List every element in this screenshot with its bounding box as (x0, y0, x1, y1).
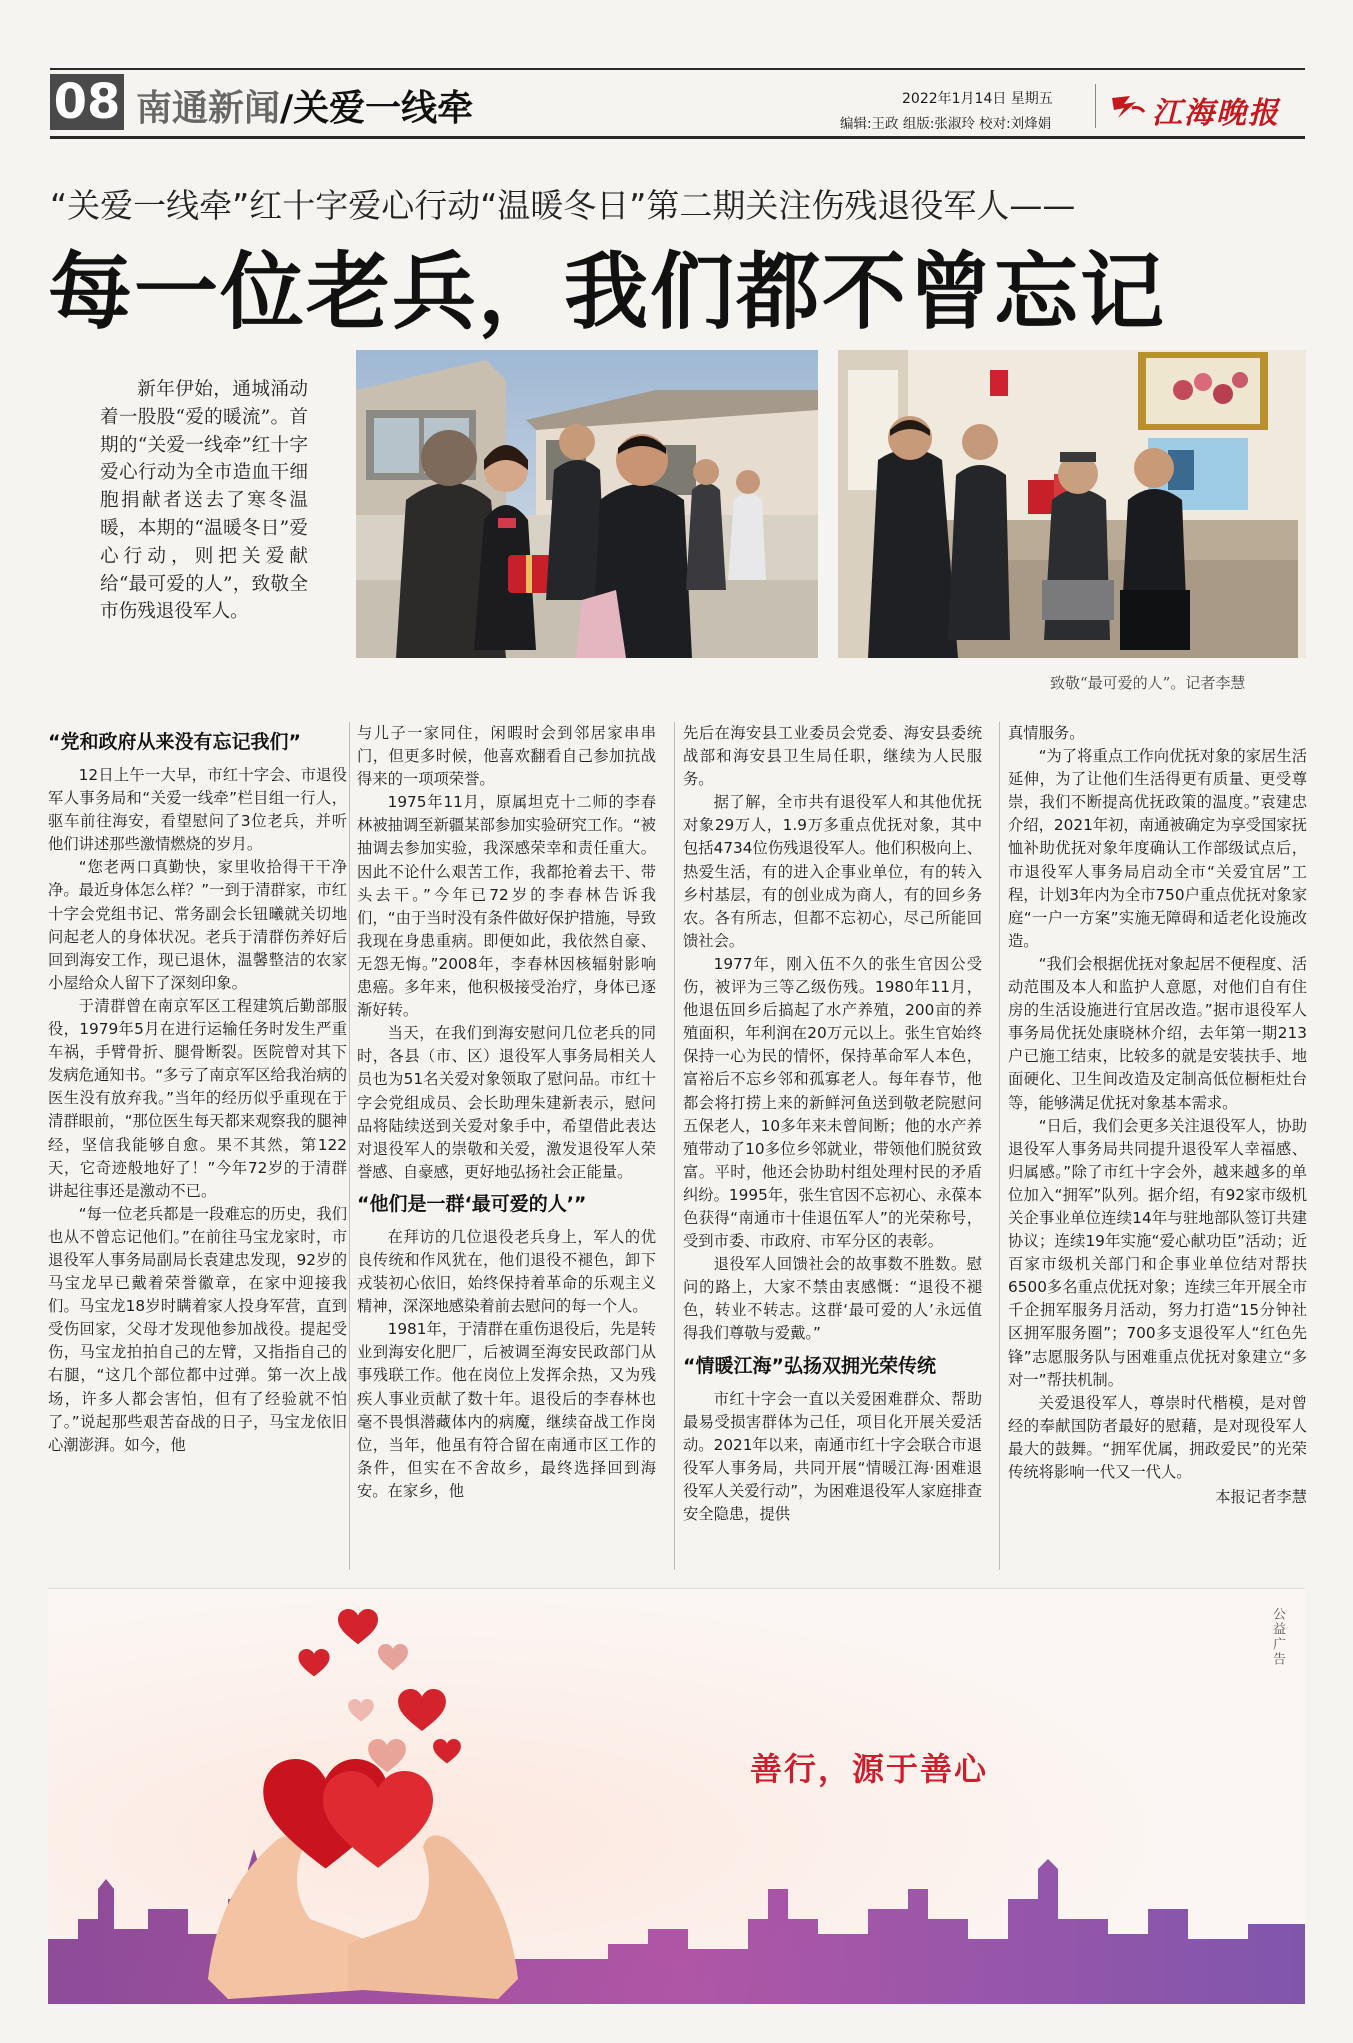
photo-outdoor-visit (356, 350, 818, 658)
article-intro: 新年伊始，通城涌动着一股股“爱的暖流”。首期的“关爱一线牵”红十字爱心行动为全市造血干细胞捐献者送去了寒冬温暖，本期的“温暖冬日”爱心行动，则把关爱献给“最可爱的人”，致敬全市伤残退役军人。 (100, 379, 308, 623)
section-title (136, 80, 473, 130)
article-headline: 每一位老兵，我们都不曾忘记 (48, 243, 1167, 341)
paragraph: “您老两口真勤快，家里收拾得干干净净。最近身体怎么样？”一到于清群家，市红十字会党组书记、常务副会长钮曦就关切地问起老人的身体状况。老兵于清群伤养好后回到海安工作，现已退休，温馨整洁的农家小屋给众人留下了深刻印象。 (48, 858, 347, 992)
issue-date: 2022年1月14日 星期五 (902, 91, 1053, 107)
subheading: “党和政府从来没有忘记我们” (48, 731, 301, 753)
paragraph: 1977年，刚入伍不久的张生官因公受伤，被评为三等乙级伤残。1980年11月，他退伍回乡后搞起了水产养殖，200亩的养殖面积，年利润在20万元以上。张生官始终保持一心为民的情怀，保持革命军人本色，富裕后不忘乡邻和孤寡老人。每年春节，他都会将打捞上来的新鲜河鱼送到敬老院慰问五保老人，10多年来未曾间断；他的水产养殖带动了10多位乡邻就业，带领他们脱贫致富。平时，他还会协助村组处理村民的矛盾纠纷。1995年，张生官因不忘初心、永葆本色获得“南通市十佳退伍军人”的光荣称号，受到市委、市政府、市军分区的表彰。 (683, 954, 982, 1251)
paragraph: 退役军人回馈社会的故事数不胜数。慰问的路上，大家不禁由衷感慨：“退役不褪色，转业不转志。这群‘最可爱的人’永远值得我们尊敬与爱戴。” (683, 1255, 982, 1343)
paragraph: “为了将重点工作向优抚对象的家居生活延伸，为了让他们生活得更有质量、更受尊崇，我们不断提高优抚政策的温度。”袁建忠介绍，2021年初，南通被确定为享受国家抚恤补助优抚对象年度确认工作部级试点后，市退役军人事务局启动全市“关爱宜居”工程，计划3年内为全市750户重点优抚对象家庭“一户一方案”实施无障碍和适老化设施改造。 (1008, 747, 1307, 950)
paragraph: 在拜访的几位退役老兵身上，军人的优良传统和作风犹在，他们退役不褪色，卸下戎装初心依旧，始终保持着革命的乐观主义精神，深深地感染着前去慰问的每一个人。 (357, 1227, 656, 1316)
column-rule (999, 722, 1000, 1570)
paragraph: 当天，在我们到海安慰问几位老兵的同时，各县（市、区）退役军人事务局相关人员也为51名关爱对象领取了慰问品。市红十字会党组成员、会长助理朱建新表示，慰问品将陆续送到关爱对象手中，希望借此表达对退役军人的崇敬和关爱，激发退役军人荣誉感、自豪感，更好地弘扬社会正能量。 (357, 1024, 656, 1181)
article-column-2 (357, 722, 656, 1503)
ad-slogan: 善行，源于善心 (750, 1750, 989, 1788)
ad-tag: 公益广告 (1270, 1607, 1285, 1667)
paragraph: 1981年，于清群在重伤退役后，先是转业到海安化肥厂，后被调至海安民政部门从事残联工作。他在岗位上发挥余热，又为残疾人事业贡献了数十年。退役后的李春林也毫不畏惧潜藏体内的病魔，继续奋战工作岗位，当年，他虽有符合留在南通市区工作的条件，但实在不舍故乡，最终选择回到海安。在家乡，他 (357, 1320, 656, 1500)
paragraph: 真情服务。 (1008, 724, 1085, 742)
paragraph: 据了解，全市共有退役军人和其他优抚对象29万人，1.9万多重点优抚对象，其中包括4734位伤残退役军人。他们积极向上、热爱生活，有的进入企事业单位，有的转入乡村基层，有的创业成为商人，有的回乡务农。各有所志，但都不忘初心，尽己所能回馈社会。 (683, 793, 982, 950)
article-column-3 (683, 722, 982, 1526)
editors-line: 编辑:王政 组版:张淑玲 校对:刘烽娟 (840, 116, 1052, 132)
paragraph: 与儿子一家同住，闲暇时会到邻居家串串门，但更多时候，他喜欢翻看自己参加抗战得来的一项项荣誉。 (357, 724, 656, 789)
public-service-ad (48, 1588, 1305, 2004)
paragraph: 于清群曾在南京军区工程建筑后勤部服役，1979年5月在进行运输任务时发生严重车祸，手臂骨折、腿骨断裂。医院曾对其下发病危通知书。“多亏了南京军区给我治病的医生没有放弃我。”当年的经历似乎重现在于清群眼前，“那位医生每天都来观察我的腿神经，坚信我能够自愈。果不其然，第122天，它奇迹般地好了！”今年72岁的于清群讲起往事还是激动不已。 (48, 996, 347, 1200)
masthead-top-rule (50, 68, 1305, 70)
paragraph: 1975年11月，原属坦克十二师的李春林被抽调至新疆某部参加实验研究工作。“被抽调去参加实验，我深感荣幸和责任重大。因此不论什么艰苦工作，我都抢着去干、带头去干。”今年已72岁的李春林告诉我们，“由于当时没有条件做好保护措施，导致我现在身患重病。即便如此，我依然自豪、无怨无悔。”2008年，李春林因核辐射影响患癌。多年来，他积极接受治疗，身体已逐渐好转。 (357, 793, 656, 1020)
section-main: 南通新闻 (136, 88, 281, 129)
article-column-1 (48, 722, 347, 1457)
column-rule (674, 722, 675, 1570)
paragraph: 先后在海安县工业委员会党委、海安县委统战部和海安县卫生局任职，继续为人民服务。 (683, 724, 982, 789)
ad-artwork (48, 1589, 1305, 2004)
section-sub: /关爱一线牵 (280, 88, 474, 129)
paragraph: 关爱退役军人，尊崇时代楷模，是对曾经的奉献国防者最好的慰藉，是对现役军人最大的鼓舞。“拥军优属，拥政爱民”的光荣传统将影响一代又一代人。 (1008, 1393, 1307, 1481)
photo-indoor-visit (838, 350, 1306, 658)
paragraph: 12日上午一大早，市红十字会、市退役军人事务局和“关爱一线牵”栏目组一行人，驱车前往海安，看望慰问了3位老兵，并听他们讲述那些激情燃烧的岁月。 (48, 766, 347, 854)
paper-name: 江海晚报 (1152, 96, 1280, 131)
masthead-divider (1095, 84, 1096, 128)
paragraph: 市红十字会一直以关爱困难群众、帮助最易受损害群体为己任，项目化开展关爱活动。2021年以来，南通市红十字会联合市退役军人事务局，共同开展“情暖江海·困难退役军人关爱行动”，为困难退役军人家庭排查安全隐患，提供 (683, 1389, 982, 1523)
subheading: “情暖江海”弘扬双拥光荣传统 (683, 1354, 936, 1377)
paragraph: “日后，我们会更多关注退役军人，协助退役军人事务局共同提升退役军人幸福感、归属感。”除了市红十字会外，越来越多的单位加入“拥军”队列。据介绍，有92家市级机关企事业单位连续14年与驻地部队签订共建协议；连续19年实施“爱心献功臣”活动；近百家市级机关部门和企事业单位结对帮扶6500多名重点优抚对象；连续三年开展全市千企拥军服务月活动，努力打造“15分钟社区拥军服务圈”；700多支退役军人“红色先锋”志愿服务队与困难重点优抚对象建立“多对一”帮扶机制。 (1008, 1116, 1307, 1389)
paragraph: “我们会根据优抚对象起居不便程度、活动范围及本人和监护人意愿，对他们自有住房的生活设施进行宜居改造。”据市退役军人事务局优抚处康晓林介绍，去年第一期213户已施工结束，比较多的就是安装扶手、地面硬化、卫生间改造及定制高低位橱柜灶台等，能够满足优抚对象基本需求。 (1008, 954, 1307, 1112)
column-rule (349, 722, 350, 1570)
article-byline: 本报记者李慧 (1215, 1488, 1307, 1507)
page-number: 08 (50, 74, 124, 130)
paragraph: “每一位老兵都是一段难忘的历史，我们也从不曾忘记他们。”在前往马宝龙家时，市退役军人事务局副局长袁建忠发现，92岁的马宝龙早已戴着荣誉徽章，在家中迎接我们。马宝龙18岁时瞒着家人投身军营，直到受伤回家，父母才发现他参加战役。提起受伤，马宝龙拍拍自己的左臂，又指指自己的右腿，“这几个部位都中过弹。第一次上战场，许多人都会害怕，但有了经验就不怕了。”说起那些艰苦奋战的日子，马宝龙依旧心潮澎湃。如今，他 (48, 1204, 347, 1454)
photo-caption: 致敬“最可爱的人”。记者李慧 (1050, 674, 1246, 692)
paper-logo-icon (1110, 92, 1146, 122)
article-column-4 (1008, 722, 1307, 1509)
article-kicker: “关爱一线牵”红十字爱心行动“温暖冬日”第二期关注伤残退役军人—— (50, 186, 1076, 225)
masthead-bottom-rule (50, 136, 1305, 139)
subheading: “他们是一群‘最可爱的人’” (357, 1192, 587, 1215)
